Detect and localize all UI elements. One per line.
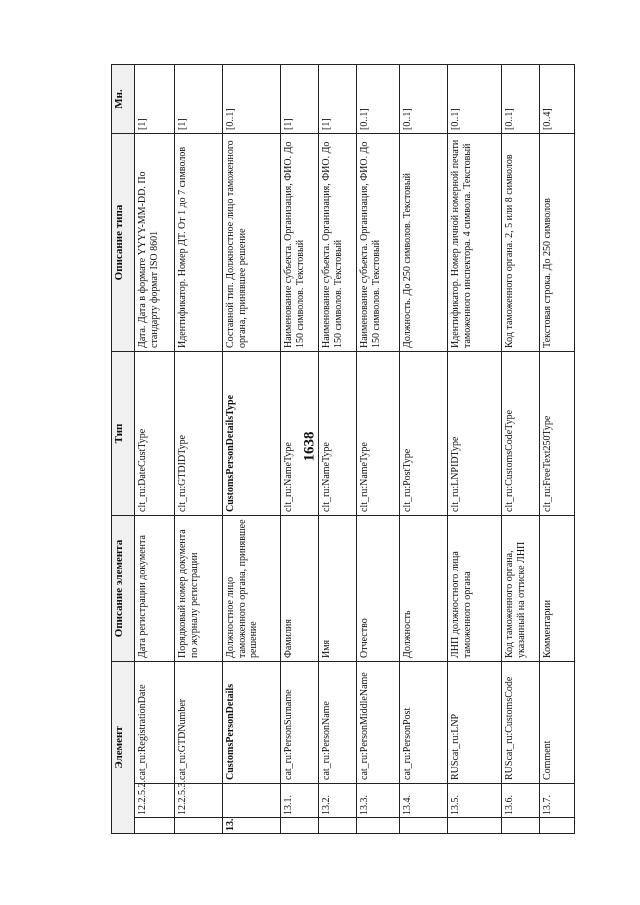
cell-type: clt_ru:NameType: [281, 352, 319, 516]
cell-desc: Порядковый номер документа по журналу регистрации: [175, 516, 223, 662]
cell-c2: 13.1.: [281, 784, 319, 818]
cell-c1: [540, 818, 575, 834]
cell-c2: 13.5.: [448, 784, 502, 818]
cell-element: CustomsPersonDetails: [223, 662, 281, 784]
cell-type-desc: Составной тип. Должностное лицо таможенного органа, принявшее решение: [223, 134, 281, 352]
cell-c1: 13.: [223, 818, 281, 834]
cell-mult: [0..1]: [400, 65, 448, 134]
cell-type: clt_ru:DateCustType: [135, 352, 175, 516]
cell-type-desc: Идентификатор. Номер личной номерной печати таможенного инспектора. 4 символа. Текстовый: [448, 134, 502, 352]
cell-desc: Код таможенного органа, указанный на оттиске ЛНП: [502, 516, 540, 662]
cell-type: CustomsPersonDetailsType: [223, 352, 281, 516]
header-mult: Мн.: [112, 65, 135, 134]
cell-type-desc: Наименование субъекта. Организация, ФИО. До 150 символов. Текстовый: [281, 134, 319, 352]
cell-element: cat_ru:PersonName: [319, 662, 357, 784]
table-row: [135, 65, 175, 834]
cell-element: cat_ru:GTDNumber: [175, 662, 223, 784]
header-element: Элемент: [112, 662, 135, 834]
cell-type: clt_ru:NameType: [357, 352, 400, 516]
table-row: [400, 65, 448, 834]
cell-mult: [1]: [281, 65, 319, 134]
cell-c2: 13.7.: [540, 784, 575, 818]
table-row: [448, 65, 502, 834]
cell-type: clt_ru:LNPIDType: [448, 352, 502, 516]
cell-mult: [0..1]: [357, 65, 400, 134]
cell-element: RUScat_ru:LNP: [448, 662, 502, 784]
specification-table: [111, 64, 575, 834]
header-row: [112, 65, 135, 834]
cell-element: RUScat_ru:CustomsCode: [502, 662, 540, 784]
cell-type: clt_ru:CustomsCodeType: [502, 352, 540, 516]
cell-mult: [1]: [319, 65, 357, 134]
cell-mult: [0..1]: [502, 65, 540, 134]
header-type: Тип: [112, 352, 135, 516]
cell-desc: ЛНП должностного лица таможенного органа: [448, 516, 502, 662]
table-row: [502, 65, 540, 834]
cell-c1: [175, 818, 223, 834]
cell-c2: [223, 784, 281, 818]
cell-element: Comment: [540, 662, 575, 784]
cell-desc: Комментарии: [540, 516, 575, 662]
cell-c1: [400, 818, 448, 834]
cell-c2: 13.2.: [319, 784, 357, 818]
cell-mult: [0..1]: [223, 65, 281, 134]
cell-c2: 13.3.: [357, 784, 400, 818]
cell-desc: Фамилия: [281, 516, 319, 662]
cell-c2: 13.4.: [400, 784, 448, 818]
cell-c2: 12.2.5.2.: [135, 784, 175, 818]
table-row: [223, 65, 281, 834]
cell-element: cat_ru:PersonPost: [400, 662, 448, 784]
cell-element: cat_ru:PersonSurname: [281, 662, 319, 784]
table-row: [319, 65, 357, 834]
table-row: [281, 65, 319, 834]
rotated-page: [111, 65, 553, 834]
table-row: [540, 65, 575, 834]
page-number: 1638: [301, 431, 318, 462]
cell-type: clt_ru:PostType: [400, 352, 448, 516]
cell-desc: Имя: [319, 516, 357, 662]
cell-type-desc: Текстовая строка. До 250 символов: [540, 134, 575, 352]
cell-c1: [357, 818, 400, 834]
cell-element: cat_ru:PersonMiddleName: [357, 662, 400, 784]
cell-type-desc: Идентификатор. Номер ДТ. От 1 до 7 символов: [175, 134, 223, 352]
cell-c1: [319, 818, 357, 834]
cell-c2: 12.2.5.3.: [175, 784, 223, 818]
cell-type-desc: Должность. До 250 символов. Текстовый: [400, 134, 448, 352]
cell-mult: [0..4]: [540, 65, 575, 134]
cell-desc: Должность: [400, 516, 448, 662]
header-element-desc: Описание элемента: [112, 516, 135, 662]
cell-type-desc: Наименование субъекта. Организация, ФИО. До 150 символов. Текстовый: [357, 134, 400, 352]
header-type-desc: Описание типа: [112, 134, 135, 352]
cell-mult: [1]: [135, 65, 175, 134]
cell-desc: Должностное лицо таможенного органа, принявшее решение: [223, 516, 281, 662]
cell-c1: [135, 818, 175, 834]
cell-c1: [502, 818, 540, 834]
cell-c1: [281, 818, 319, 834]
table-row: [175, 65, 223, 834]
table-row: [357, 65, 400, 834]
cell-type-desc: Код таможенного органа. 2, 5 или 8 символов: [502, 134, 540, 352]
cell-type: clt_ru:GTDIDType: [175, 352, 223, 516]
cell-type-desc: Дата. Дата в формате YYYY-MM-DD. По стандарту формат ISO 8601: [135, 134, 175, 352]
table-container: [111, 65, 553, 834]
cell-desc: Отчество: [357, 516, 400, 662]
cell-type-desc: Наименование субъекта. Организация, ФИО. До 150 символов. Текстовый: [319, 134, 357, 352]
cell-element: cat_ru:RegistrationDate: [135, 662, 175, 784]
cell-type: clt_ru:FreeText250Type: [540, 352, 575, 516]
cell-mult: [0..1]: [448, 65, 502, 134]
cell-desc: Дата регистрации документа: [135, 516, 175, 662]
cell-c1: [448, 818, 502, 834]
cell-mult: [1]: [175, 65, 223, 134]
cell-c2: 13.6.: [502, 784, 540, 818]
cell-type: clt_ru:NameType: [319, 352, 357, 516]
